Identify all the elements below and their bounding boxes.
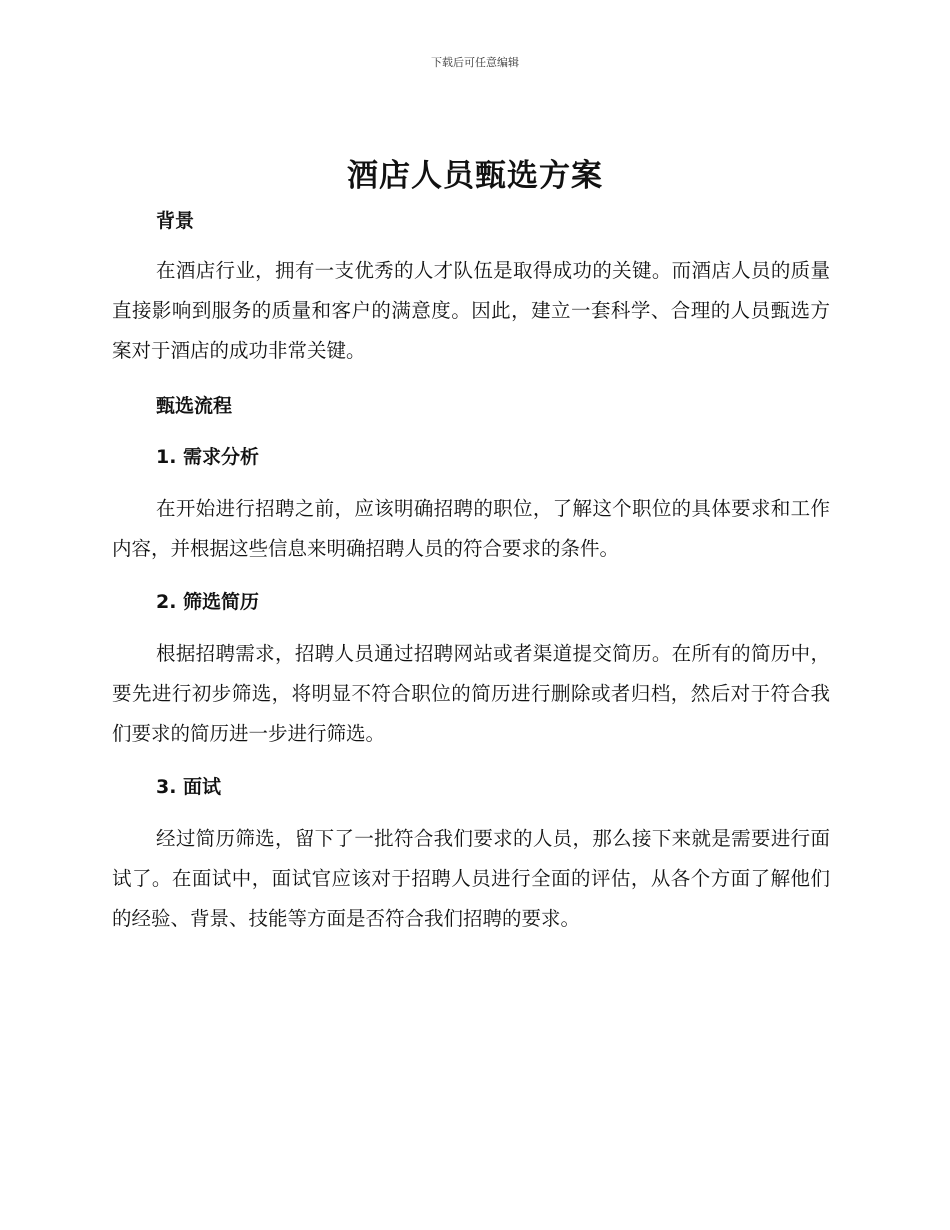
section-heading-background: 背景	[156, 210, 195, 232]
spacer	[112, 569, 830, 587]
spacer	[112, 754, 830, 772]
step-paragraph-requirements: 在开始进行招聘之前，应该明确招聘的职位，了解这个职位的具体要求和工作内容，并根据这些信息来明确招聘人员的符合要求的条件。	[112, 497, 830, 560]
document-body	[112, 200, 830, 939]
step-paragraph-resume-screening: 根据招聘需求，招聘人员通过招聘网站或者渠道提交简历。在所有的简历中，要先进行初步筛选，将明显不符合职位的简历进行删除或者归档，然后对于符合我们要求的简历进一步进行筛选。	[112, 642, 830, 745]
section-heading-process: 甄选流程	[156, 395, 233, 417]
header-note: 下载后可任意编辑	[431, 56, 519, 69]
step-heading-resume-screening: 2. 筛选简历	[156, 591, 260, 613]
background-paragraph: 在酒店行业，拥有一支优秀的人才队伍是取得成功的关键。而酒店人员的质量直接影响到服务的质量和客户的满意度。因此，建立一套科学、合理的人员甄选方案对于酒店的成功非常关键。	[112, 259, 830, 362]
step-paragraph-interview: 经过简历筛选，留下了一批符合我们要求的人员，那么接下来就是需要进行面试了。在面试中，面试官应该对于招聘人员进行全面的评估，从各个方面了解他们的经验、背景、技能等方面是否符合我们招聘的要求。	[112, 827, 830, 930]
document-title: 酒店人员甄选方案	[347, 158, 603, 194]
step-heading-requirements: 1. 需求分析	[156, 446, 260, 468]
step-heading-interview: 3. 面试	[156, 776, 222, 798]
